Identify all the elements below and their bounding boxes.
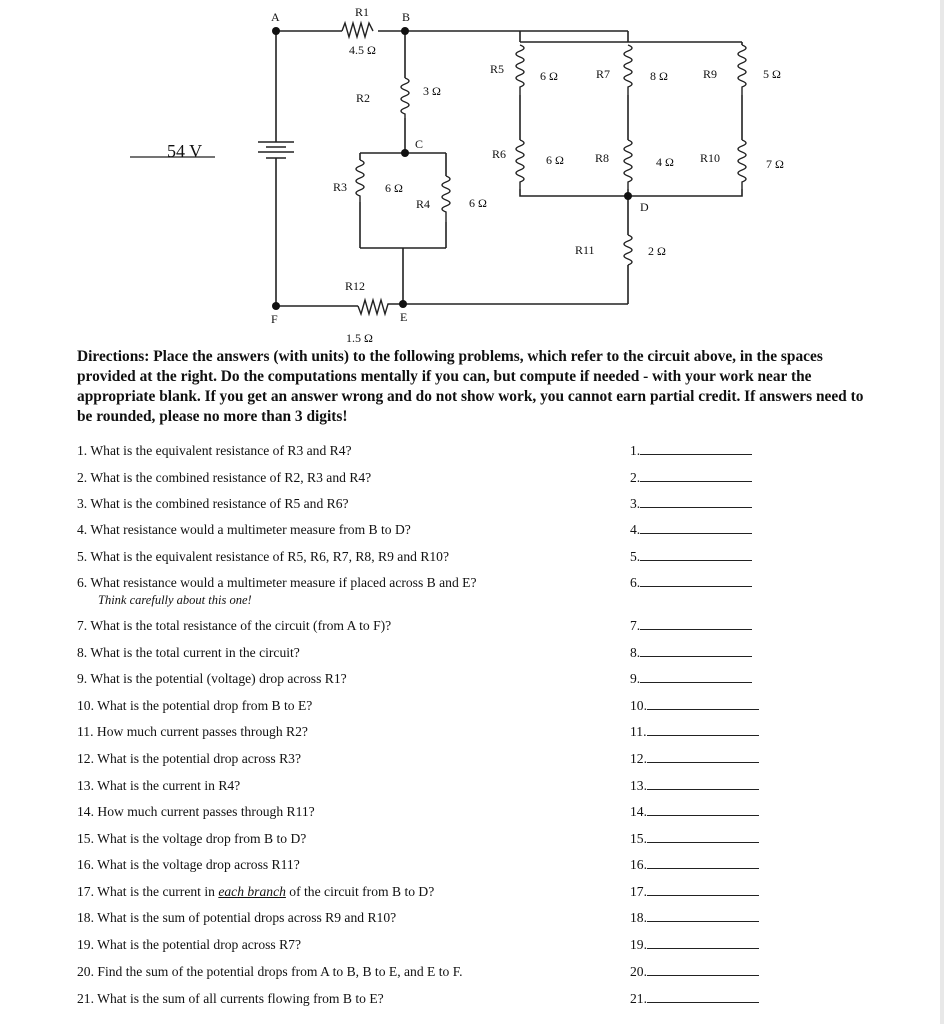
r7-value: 8 Ω — [650, 69, 668, 83]
answer-blank-4[interactable] — [630, 522, 752, 538]
answer-blank-13[interactable] — [630, 778, 759, 794]
r5-name: R5 — [490, 62, 505, 76]
answer-blank-19[interactable] — [630, 937, 759, 953]
node-c-dot — [401, 149, 409, 157]
resistor-r10 — [738, 140, 746, 189]
answer-number: 2. — [630, 470, 641, 485]
answer-line[interactable] — [640, 618, 752, 630]
r1-name: R1 — [355, 5, 370, 19]
resistor-r1 — [342, 23, 373, 37]
answer-number: 16. — [630, 857, 647, 872]
node-f-dot — [272, 302, 280, 310]
question-14: 14. How much current passes through R11? — [77, 804, 315, 819]
question-12: 12. What is the potential drop across R3? — [77, 751, 301, 766]
question-18: 18. What is the sum of potential drops across R9 and R10? — [77, 910, 397, 925]
node-a-dot — [272, 27, 280, 35]
answer-blank-10[interactable] — [630, 698, 759, 714]
answer-blank-3[interactable] — [630, 496, 752, 512]
r3-name: R3 — [333, 180, 348, 194]
answer-blank-5[interactable] — [630, 549, 752, 565]
question-6-text: 6. What resistance would a multimeter measure if placed across B and E? — [77, 575, 477, 590]
r6-value: 6 Ω — [546, 153, 564, 167]
answer-number: 21. — [630, 991, 647, 1006]
battery — [258, 142, 294, 158]
answer-line[interactable] — [640, 496, 752, 508]
answer-number: 17. — [630, 884, 647, 899]
answer-number: 3. — [630, 496, 641, 511]
answer-blank-12[interactable] — [630, 751, 759, 767]
question-9: 9. What is the potential (voltage) drop across R1? — [77, 671, 347, 686]
junction-nodes — [272, 27, 632, 310]
answer-blank-9[interactable] — [630, 671, 752, 687]
answer-line[interactable] — [640, 645, 752, 657]
question-16: 16. What is the voltage drop across R11? — [77, 857, 300, 872]
answer-number: 5. — [630, 549, 641, 564]
answer-line[interactable] — [647, 991, 759, 1003]
answer-number: 20. — [630, 964, 647, 979]
answer-blank-20[interactable] — [630, 964, 759, 980]
question-17-text-end: of the circuit from B to D? — [285, 884, 435, 899]
r4-name: R4 — [416, 197, 431, 211]
question-8: 8. What is the total current in the circuit? — [77, 645, 300, 660]
answer-number: 4. — [630, 522, 641, 537]
answer-number: 15. — [630, 831, 647, 846]
node-f-label: F — [271, 312, 278, 326]
resistor-r6 — [516, 140, 524, 189]
answer-line[interactable] — [647, 884, 759, 896]
r3-value: 6 Ω — [385, 181, 403, 195]
answer-line[interactable] — [647, 778, 759, 790]
question-4: 4. What resistance would a multimeter measure from B to D? — [77, 522, 411, 537]
answer-line[interactable] — [640, 549, 752, 561]
answer-blank-1[interactable] — [630, 443, 752, 459]
answer-line[interactable] — [647, 698, 759, 710]
r8-name: R8 — [595, 151, 610, 165]
answer-line[interactable] — [647, 831, 759, 843]
node-e-dot — [399, 300, 407, 308]
answer-number: 1. — [630, 443, 641, 458]
answer-number: 6. — [630, 575, 641, 590]
answer-blank-7[interactable] — [630, 618, 752, 634]
answer-blank-11[interactable] — [630, 724, 759, 740]
question-17-text: 17. What is the current in — [77, 884, 219, 899]
resistor-r5 — [516, 45, 524, 95]
question-2: 2. What is the combined resistance of R2, R3 and R4? — [77, 470, 372, 485]
answer-line[interactable] — [640, 522, 752, 534]
answer-number: 14. — [630, 804, 647, 819]
r10-name: R10 — [700, 151, 721, 165]
question-10: 10. What is the potential drop from B to E? — [77, 698, 313, 713]
answer-number: 19. — [630, 937, 647, 952]
r1-value: 4.5 Ω — [349, 43, 376, 57]
answer-number: 7. — [630, 618, 641, 633]
question-20: 20. Find the sum of the potential drops from A to B, B to E, and E to F. — [77, 964, 463, 979]
node-b-label: B — [402, 10, 411, 24]
directions-text: Directions: Place the answers (with units) to the following problems, which refer to the circuit above, in the spaces provided at the right. Do the computations mentally if you can, but compute if needed - with your work near the appropriate blank. If you get an answer wrong and do not show work, you cannot earn partial credit. If answers need to be rounded, please no more than 3 digits! — [77, 348, 864, 425]
resistor-r3 — [356, 160, 364, 202]
node-e-label: E — [400, 310, 408, 324]
question-17 — [77, 884, 434, 900]
r9-value: 5 Ω — [763, 67, 781, 81]
answer-line[interactable] — [647, 724, 759, 736]
answer-number: 11. — [630, 724, 647, 739]
question-17-emphasis: each branch — [218, 884, 286, 899]
answer-number: 18. — [630, 910, 647, 925]
answer-blank-2[interactable] — [630, 470, 752, 486]
question-6-hint: Think carefully about this one! — [98, 593, 252, 607]
r6-name: R6 — [492, 147, 507, 161]
r2-value: 3 Ω — [423, 84, 441, 98]
answer-blank-15[interactable] — [630, 831, 759, 847]
r12-value: 1.5 Ω — [346, 331, 373, 345]
question-3: 3. What is the combined resistance of R5 and R6? — [77, 496, 349, 511]
answer-line[interactable] — [647, 964, 759, 976]
r11-name: R11 — [575, 243, 595, 257]
r9-name: R9 — [703, 67, 718, 81]
answer-number: 10. — [630, 698, 647, 713]
question-1: 1. What is the equivalent resistance of R3 and R4? — [77, 443, 352, 458]
r11-value: 2 Ω — [648, 244, 666, 258]
answer-blank-14[interactable] — [630, 804, 759, 820]
node-b-dot — [401, 27, 409, 35]
answer-blank-8[interactable] — [630, 645, 752, 661]
answer-number: 12. — [630, 751, 647, 766]
node-d-dot — [624, 192, 632, 200]
r12-name: R12 — [345, 279, 366, 293]
question-21: 21. What is the sum of all currents flowing from B to E? — [77, 991, 384, 1006]
page-edge — [940, 0, 944, 1024]
answer-number: 9. — [630, 671, 641, 686]
r4-value: 6 Ω — [469, 196, 487, 210]
answer-line[interactable] — [647, 857, 759, 869]
resistor-r4 — [442, 176, 450, 222]
resistor-r7 — [624, 45, 632, 95]
answer-blank-17[interactable] — [630, 884, 759, 900]
r7-name: R7 — [596, 67, 611, 81]
question-11: 11. How much current passes through R2? — [77, 724, 308, 739]
r8-value: 4 Ω — [656, 155, 674, 169]
answer-blank-21[interactable] — [630, 991, 759, 1007]
node-d-label: D — [640, 200, 649, 214]
r2-name: R2 — [356, 91, 371, 105]
answer-line[interactable] — [640, 470, 752, 482]
answer-number: 8. — [630, 645, 641, 660]
answer-blank-18[interactable] — [630, 910, 759, 926]
answer-line[interactable] — [647, 751, 759, 763]
question-6 — [77, 575, 477, 608]
question-7: 7. What is the total resistance of the circuit (from A to F)? — [77, 618, 392, 633]
node-a-label: A — [271, 10, 280, 24]
answer-blank-16[interactable] — [630, 857, 759, 873]
question-19: 19. What is the potential drop across R7? — [77, 937, 301, 952]
resistor-r12 — [358, 300, 390, 314]
question-13: 13. What is the current in R4? — [77, 778, 241, 793]
answer-line[interactable] — [647, 937, 759, 949]
r5-value: 6 Ω — [540, 69, 558, 83]
resistor-r11 — [624, 235, 632, 265]
answer-line[interactable] — [640, 443, 752, 455]
answer-number: 13. — [630, 778, 647, 793]
answer-blank-6[interactable] — [630, 575, 752, 591]
resistor-r9 — [738, 45, 746, 95]
voltage-label: 54 V — [167, 141, 203, 161]
answer-line[interactable] — [640, 575, 752, 587]
answer-line[interactable] — [640, 671, 752, 683]
circuit-diagram — [0, 0, 944, 345]
r10-value: 7 Ω — [766, 157, 784, 171]
circuit-labels — [167, 5, 784, 345]
answer-line[interactable] — [647, 910, 759, 922]
answer-line[interactable] — [647, 804, 759, 816]
resistor-r2 — [401, 78, 409, 118]
resistor-r8 — [624, 140, 632, 189]
node-c-label: C — [415, 137, 424, 151]
question-5: 5. What is the equivalent resistance of R5, R6, R7, R8, R9 and R10? — [77, 549, 450, 564]
question-15: 15. What is the voltage drop from B to D? — [77, 831, 307, 846]
